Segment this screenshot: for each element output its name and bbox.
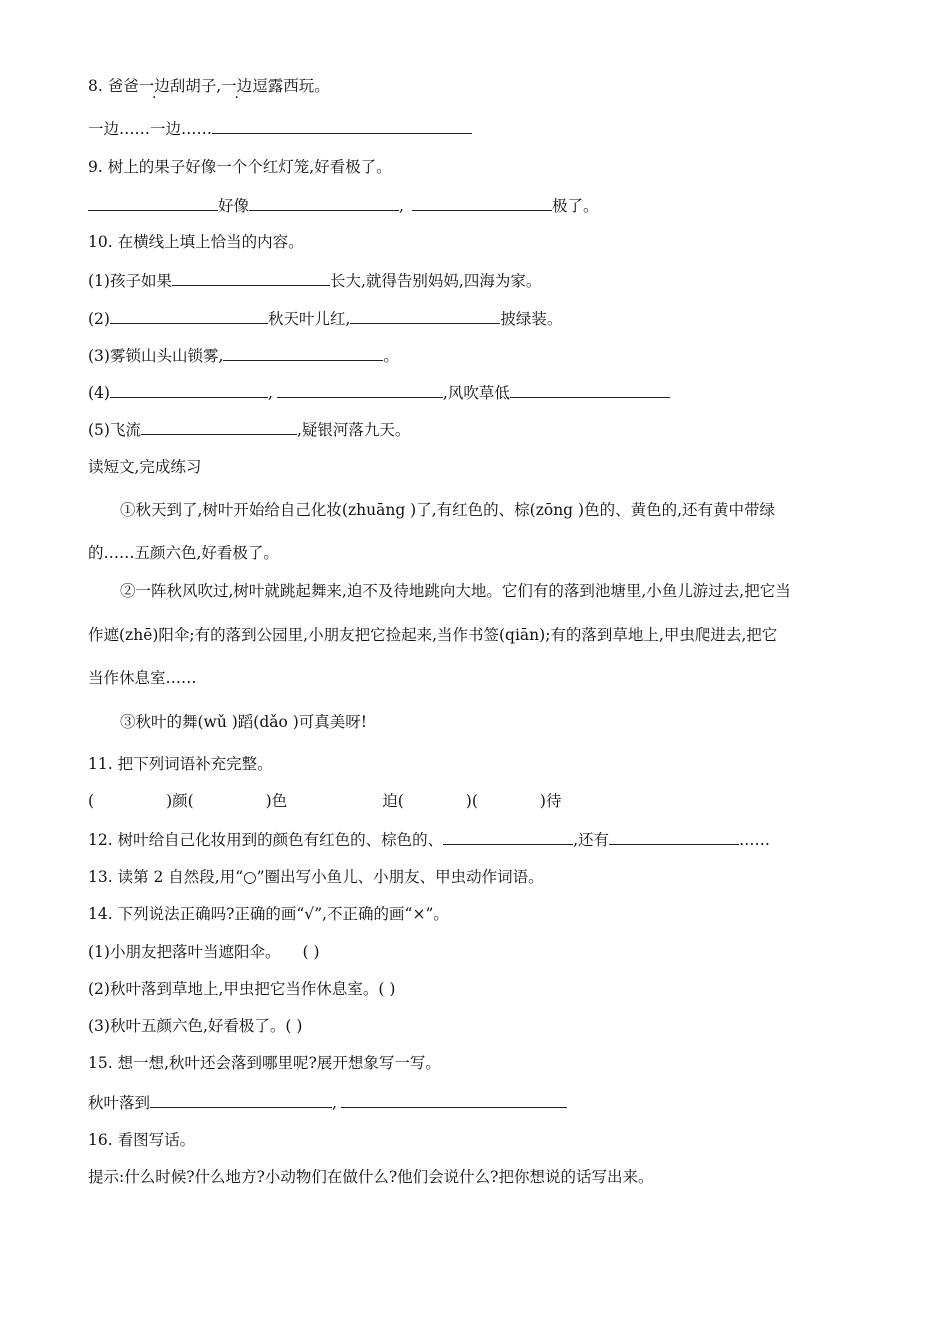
q10-i3-blank[interactable]: [223, 345, 383, 361]
q14-i3-box[interactable]: ( ): [285, 1017, 303, 1035]
q11-b-mid: )(: [465, 792, 478, 810]
question-9: 9. 树上的果子好像一个个红灯笼,好看极了。: [88, 158, 392, 176]
q14-item-1: [88, 942, 320, 962]
reading-title: 读短文,完成练习: [88, 458, 202, 476]
q10-i4-c: ,风吹草低: [442, 384, 510, 402]
question-10-title: 10. 在横线上填上恰当的内容。: [88, 233, 304, 251]
q16-hint: 提示:什么时候?什么地方?小动物们在做什么?他们会说什么?把你想说的话写出来。: [88, 1168, 654, 1186]
q9-blank-2[interactable]: [249, 195, 399, 211]
q10-item-3: [88, 345, 399, 366]
q9-answer: [88, 195, 598, 216]
q15-blank-1[interactable]: [150, 1092, 332, 1108]
q14-item-3: [88, 1016, 302, 1036]
reading-p2-line-3: 当作休息室……: [88, 669, 197, 687]
q8-answer: [88, 118, 472, 139]
q11-b-close: )待: [539, 792, 562, 810]
q10-i3-b: 。: [383, 347, 399, 365]
q8-mark-2: 一边: [221, 77, 253, 95]
question-12: [88, 829, 770, 850]
reading-p2-line-2: 作遮(zhē)阳伞;有的落到公园里,小朋友把它捡起来,当作书签(qiān);有的落到草地上,甲虫爬进去,把它: [88, 626, 778, 644]
q9-word-3: 极了。: [551, 197, 599, 215]
q10-i4-blank-1[interactable]: [110, 382, 268, 398]
reading-p3: ③秋叶的舞(wǔ )蹈(dǎo )可真美呀!: [120, 713, 368, 731]
reading-p1-line-1: ①秋天到了,树叶开始给自己化妆(zhuāng )了,有红色的、棕(zōng )色的、黄色的,还有黄中带绿: [120, 501, 776, 519]
q8-text: 8. 爸爸: [88, 77, 139, 95]
q11-a-open: (: [88, 792, 95, 810]
q10-i4-comma: ,: [267, 384, 273, 402]
q15-comma: ,: [332, 1094, 337, 1112]
reading-p1-line-2: 的……五颜六色,好看极了。: [88, 544, 279, 562]
question-8: [88, 76, 330, 96]
q10-item-1: [88, 270, 541, 291]
q12-blank-2[interactable]: [609, 829, 739, 845]
q15-prefix: 秋叶落到: [88, 1094, 151, 1112]
question-16-title: 16. 看图写话。: [88, 1131, 196, 1149]
q10-i2-b: 秋天叶儿红,: [267, 310, 351, 328]
q12-text-a: 12. 树叶给自己化妆用到的颜色有红色的、棕色的、: [88, 831, 444, 849]
question-11-title: 11. 把下列词语补充完整。: [88, 755, 273, 773]
q11-a-mid: )颜(: [166, 792, 194, 810]
q10-i4-blank-3[interactable]: [510, 382, 670, 398]
q12-blank-1[interactable]: [443, 829, 573, 845]
question-14-title: 14. 下列说法正确吗?正确的画“√”,不正确的画“×”。: [88, 905, 449, 923]
q11-items: [88, 791, 561, 811]
q10-i2-blank-1[interactable]: [110, 308, 268, 324]
q11-b-open: 迫(: [382, 792, 404, 810]
q10-i2-a: (2): [88, 310, 110, 328]
question-15-title: 15. 想一想,秋叶还会落到哪里呢?展开想象写一写。: [88, 1054, 441, 1072]
question-13: 13. 读第 2 自然段,用“○”圈出写小鱼儿、小朋友、甲虫动作词语。: [88, 868, 544, 886]
reading-p2-line-1: ②一阵秋风吹过,树叶就跳起舞来,迫不及待地跳向大地。它们有的落到池塘里,小鱼儿游过去,把它当: [120, 582, 791, 600]
q10-i5-b: ,疑银河落九天。: [296, 421, 411, 439]
q8-answer-prefix: 一边……一边……: [88, 120, 213, 138]
q11-a-close: )色: [265, 792, 288, 810]
q8-text-c: 逗露西玩。: [252, 77, 330, 95]
q10-i1-a: (1)孩子如果: [88, 272, 172, 290]
q12-text-c: ……: [739, 831, 771, 849]
q10-i4-a: (4): [88, 384, 110, 402]
q14-i1-text: (1)小朋友把落叶当遮阳伞。: [88, 943, 281, 961]
q10-item-2: [88, 308, 562, 329]
q10-i4-blank-2[interactable]: [277, 382, 443, 398]
q8-mark-1: 一边: [138, 77, 170, 95]
q9-comma: ,: [399, 197, 404, 215]
q10-item-4: [88, 382, 670, 403]
q10-item-5: [88, 419, 410, 440]
q10-i3-a: (3)雾锁山头山锁雾,: [88, 347, 224, 365]
q9-blank-3[interactable]: [412, 195, 552, 211]
q9-word-1: 好像: [218, 197, 250, 215]
q14-i3-text: (3)秋叶五颜六色,好看极了。: [88, 1017, 286, 1035]
q12-text-b: ,还有: [573, 831, 610, 849]
q14-i2-box[interactable]: ( ): [378, 980, 396, 998]
q10-i1-b: 长大,就得告别妈妈,四海为家。: [329, 272, 542, 290]
q10-i2-blank-2[interactable]: [350, 308, 500, 324]
q14-i2-text: (2)秋叶落到草地上,甲虫把它当作休息室。: [88, 980, 379, 998]
q9-blank-1[interactable]: [88, 195, 218, 211]
q10-i5-blank[interactable]: [141, 419, 297, 435]
q14-i1-box[interactable]: ( ): [302, 943, 320, 961]
q10-i1-blank[interactable]: [172, 270, 330, 286]
q10-i2-c: 披绿装。: [500, 310, 563, 328]
q15-blank-2[interactable]: [341, 1092, 567, 1108]
q14-item-2: [88, 979, 395, 999]
q8-text-b: 刮胡子,: [169, 77, 222, 95]
q8-blank[interactable]: [212, 118, 472, 134]
q15-answer: [88, 1092, 567, 1113]
q10-i5-a: (5)飞流: [88, 421, 141, 439]
